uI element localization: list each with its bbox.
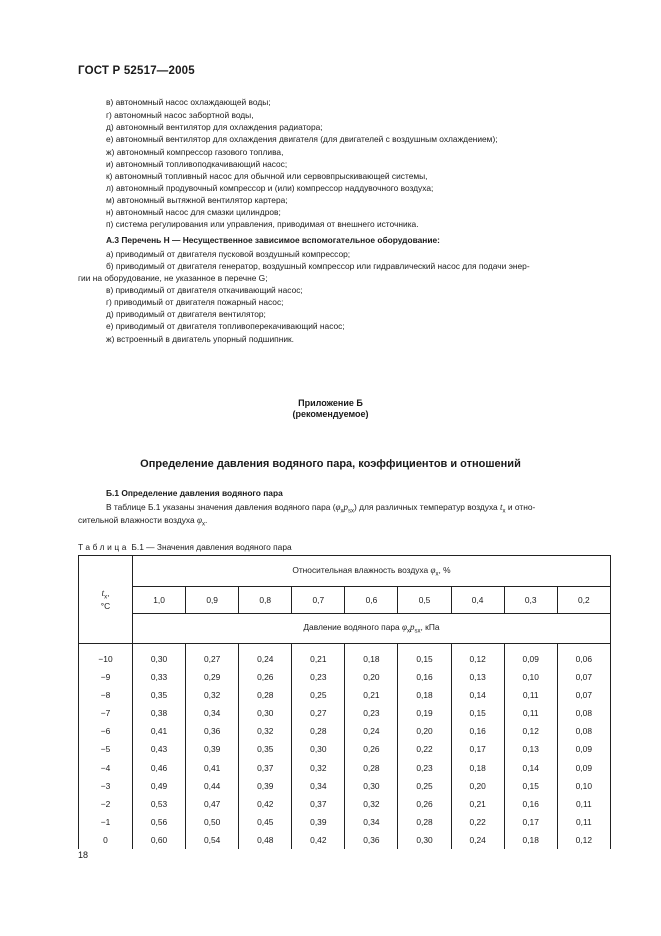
pressure-cell: 0,11 — [557, 795, 610, 813]
temperature-unit: °С — [100, 600, 111, 611]
humidity-value-header: 0,4 — [451, 587, 504, 614]
pressure-cell: 0,25 — [292, 686, 345, 704]
pressure-cell: 0,24 — [345, 722, 398, 740]
pressure-cell: 0,30 — [345, 777, 398, 795]
appendix-subtitle: (рекомендуемое) — [292, 409, 369, 419]
table-row — [79, 668, 611, 686]
list-item-continuation: гии на оборудование, не указанное в перечне G; — [78, 273, 268, 283]
symbol-phi: φ — [402, 622, 408, 633]
pressure-cell: 0,09 — [557, 740, 610, 758]
pressure-cell: 0,18 — [504, 831, 557, 849]
humidity-value-header: 0,9 — [186, 587, 239, 614]
pressure-cell: 0,24 — [451, 831, 504, 849]
pressure-cell: 0,09 — [557, 758, 610, 776]
list-item: п) система регулирования или управления, приводимая от внешнего источника. — [106, 219, 419, 229]
pressure-cell: 0,41 — [133, 722, 186, 740]
pressure-cell: 0,12 — [557, 831, 610, 849]
symbol-p: p — [343, 502, 348, 512]
temperature-cell: −7 — [79, 704, 133, 722]
pressure-cell: 0,15 — [398, 644, 451, 669]
header-text: Относительная влажность воздуха — [292, 564, 431, 575]
header-text: , кПа — [420, 622, 440, 633]
page-number: 18 — [78, 850, 89, 860]
table-row — [79, 777, 611, 795]
paragraph-text: ) для различных температур воздуха — [354, 502, 501, 512]
pressure-cell: 0,35 — [133, 686, 186, 704]
pressure-cell: 0,56 — [133, 813, 186, 831]
pressure-cell: 0,13 — [504, 740, 557, 758]
subscript: x — [104, 594, 108, 601]
pressure-cell: 0,11 — [504, 704, 557, 722]
pressure-cell: 0,28 — [292, 722, 345, 740]
pressure-cell: 0,33 — [133, 668, 186, 686]
pressure-cell: 0,47 — [186, 795, 239, 813]
section-b1-title: Б.1 Определение давления водяного пара — [106, 488, 283, 498]
pressure-cell: 0,42 — [292, 831, 345, 849]
pressure-cell: 0,37 — [292, 795, 345, 813]
subscript: x — [435, 571, 439, 578]
pressure-cell: 0,60 — [133, 831, 186, 849]
pressure-cell: 0,22 — [398, 740, 451, 758]
paragraph-line — [78, 515, 207, 531]
table-row — [79, 740, 611, 758]
pressure-cell: 0,34 — [292, 777, 345, 795]
pressure-cell: 0,19 — [398, 704, 451, 722]
pressure-cell: 0,08 — [557, 704, 610, 722]
table-caption-label: Таблица — [78, 542, 130, 552]
subscript: x — [502, 508, 506, 515]
subscript: sx — [348, 508, 354, 515]
pressure-cell: 0,39 — [239, 777, 292, 795]
subscript: x — [407, 628, 411, 635]
paragraph-text: В таблице Б.1 указаны значения давления водяного пара ( — [106, 502, 336, 512]
pressure-cell: 0,26 — [398, 795, 451, 813]
subscript: x — [340, 508, 344, 515]
pressure-cell: 0,28 — [239, 686, 292, 704]
temperature-cell: −6 — [79, 722, 133, 740]
pressure-cell: 0,13 — [451, 668, 504, 686]
pressure-cell: 0,07 — [557, 668, 610, 686]
humidity-value-header: 0,6 — [345, 587, 398, 614]
symbol-t: t — [500, 502, 503, 512]
pressure-cell: 0,30 — [292, 740, 345, 758]
humidity-value-header: 0,5 — [398, 587, 451, 614]
table-caption-text: Б.1 — Значения давления водяного пара — [131, 542, 292, 552]
temperature-cell: −1 — [79, 813, 133, 831]
list-item: ж) встроенный в двигатель упорный подшипник. — [106, 334, 294, 344]
pressure-cell: 0,20 — [398, 722, 451, 740]
temperature-cell: −8 — [79, 686, 133, 704]
pressure-cell: 0,11 — [557, 813, 610, 831]
document-header: ГОСТ Р 52517—2005 — [78, 65, 195, 77]
pressure-cell: 0,32 — [292, 758, 345, 776]
humidity-value-header: 1,0 — [133, 587, 186, 614]
pressure-cell: 0,39 — [292, 813, 345, 831]
subscript: x — [201, 521, 205, 528]
table-row — [79, 758, 611, 776]
pressure-cell: 0,45 — [239, 813, 292, 831]
temperature-header: $t_x$, °С — [79, 556, 133, 644]
pressure-cell: 0,28 — [345, 758, 398, 776]
pressure-cell: 0,12 — [451, 644, 504, 669]
symbol-phi: φ — [196, 515, 202, 525]
pressure-cell: 0,36 — [345, 831, 398, 849]
header-text: , % — [438, 564, 451, 575]
list-item: б) приводимый от двигателя генератор, воздушный компрессор или гидравлический насос для подачи энер- — [106, 261, 530, 271]
pressure-cell: 0,11 — [504, 686, 557, 704]
pressure-cell: 0,30 — [133, 644, 186, 669]
pressure-cell: 0,16 — [451, 722, 504, 740]
pressure-cell: 0,14 — [451, 686, 504, 704]
pressure-cell: 0,30 — [239, 704, 292, 722]
vapor-pressure-table — [78, 555, 611, 849]
pressure-cell: 0,17 — [504, 813, 557, 831]
pressure-cell: 0,18 — [398, 686, 451, 704]
table-caption — [78, 542, 292, 552]
temperature-cell: −4 — [79, 758, 133, 776]
table-row — [79, 704, 611, 722]
pressure-cell: 0,44 — [186, 777, 239, 795]
pressure-cell: 0,07 — [557, 686, 610, 704]
pressure-cell: 0,38 — [133, 704, 186, 722]
header-text: Давление водяного пара — [303, 622, 403, 633]
temperature-cell: −9 — [79, 668, 133, 686]
pressure-cell: 0,54 — [186, 831, 239, 849]
humidity-values-row — [79, 587, 611, 614]
list-item: е) автономный вентилятор для охлаждения двигателя (для двигателей с воздушным охлаждением); — [106, 134, 498, 144]
pressure-cell: 0,32 — [345, 795, 398, 813]
symbol-phi: φ — [430, 564, 436, 575]
humidity-value-header: 0,8 — [239, 587, 292, 614]
temperature-cell: −5 — [79, 740, 133, 758]
section-a3-title: А.3 Перечень Н — Несущественное зависимое вспомогательное оборудование: — [106, 235, 440, 245]
paragraph-text: и отно- — [505, 502, 536, 512]
list-item: м) автономный вытяжной вентилятор картера; — [106, 195, 288, 205]
pressure-cell: 0,32 — [186, 686, 239, 704]
pressure-cell: 0,21 — [451, 795, 504, 813]
list-item: ж) автономный компрессор газового топлива, — [106, 147, 284, 157]
pressure-cell: 0,15 — [504, 777, 557, 795]
list-item: д) приводимый от двигателя вентилятор; — [106, 309, 266, 319]
appendix-heading: Определение давления водяного пара, коэффициентов и отношений — [140, 458, 521, 470]
humidity-value-header: 0,7 — [292, 587, 345, 614]
pressure-cell: 0,15 — [451, 704, 504, 722]
list-item: д) автономный вентилятор для охлаждения радиатора; — [106, 122, 323, 132]
pressure-cell: 0,23 — [345, 704, 398, 722]
pressure-cell: 0,06 — [557, 644, 610, 669]
pressure-cell: 0,28 — [398, 813, 451, 831]
pressure-cell: 0,09 — [504, 644, 557, 669]
paragraph-text: . — [204, 515, 208, 525]
subscript: sx — [414, 628, 421, 635]
pressure-cell: 0,20 — [345, 668, 398, 686]
table-row — [79, 722, 611, 740]
symbol-t: t — [101, 588, 105, 599]
pressure-cell: 0,16 — [398, 668, 451, 686]
pressure-cell: 0,46 — [133, 758, 186, 776]
symbol-p: p — [410, 622, 415, 633]
pressure-cell: 0,43 — [133, 740, 186, 758]
table-row — [79, 813, 611, 831]
list-item: к) автономный топливный насос для обычной или сервовпрыскивающей системы, — [106, 171, 428, 181]
pressure-cell: 0,12 — [504, 722, 557, 740]
table-row — [79, 831, 611, 849]
pressure-cell: 0,21 — [292, 644, 345, 669]
pressure-cell: 0,16 — [504, 795, 557, 813]
list-item: в) приводимый от двигателя откачивающий насос; — [106, 285, 303, 295]
pressure-cell: 0,41 — [186, 758, 239, 776]
pressure-cell: 0,23 — [292, 668, 345, 686]
pressure-cell: 0,50 — [186, 813, 239, 831]
temperature-cell: −10 — [79, 644, 133, 669]
pressure-cell: 0,39 — [186, 740, 239, 758]
pressure-cell: 0,37 — [239, 758, 292, 776]
list-item: в) автономный насос охлаждающей воды; — [106, 97, 271, 107]
pressure-cell: 0,18 — [451, 758, 504, 776]
list-item: а) приводимый от двигателя пусковой воздушный компрессор; — [106, 249, 351, 259]
pressure-cell: 0,14 — [504, 758, 557, 776]
pressure-cell: 0,24 — [239, 644, 292, 669]
appendix-title: Приложение Б — [298, 398, 363, 408]
pressure-cell: 0,30 — [398, 831, 451, 849]
table-row — [79, 644, 611, 669]
pressure-cell: 0,20 — [451, 777, 504, 795]
temperature-cell: 0 — [79, 831, 133, 849]
symbol-phi: φ — [335, 502, 341, 512]
pressure-cell: 0,22 — [451, 813, 504, 831]
temperature-cell: −2 — [79, 795, 133, 813]
list-item: и) автономный топливоподкачивающий насос; — [106, 159, 288, 169]
pressure-cell: 0,27 — [186, 644, 239, 669]
pressure-cell: 0,17 — [451, 740, 504, 758]
pressure-cell: 0,26 — [239, 668, 292, 686]
pressure-cell: 0,49 — [133, 777, 186, 795]
pressure-cell: 0,42 — [239, 795, 292, 813]
list-item: г) автономный насос забортной воды, — [106, 110, 254, 120]
humidity-header — [133, 556, 611, 587]
pressure-cell: 0,34 — [345, 813, 398, 831]
pressure-cell: 0,34 — [186, 704, 239, 722]
pressure-cell: 0,36 — [186, 722, 239, 740]
list-item: л) автономный продувочный компрессор и (или) компрессор наддувочного воздуха; — [106, 183, 434, 193]
pressure-cell: 0,26 — [345, 740, 398, 758]
pressure-cell: 0,27 — [292, 704, 345, 722]
pressure-cell: 0,35 — [239, 740, 292, 758]
pressure-cell: 0,08 — [557, 722, 610, 740]
pressure-cell: 0,10 — [557, 777, 610, 795]
humidity-value-header: 0,3 — [504, 587, 557, 614]
humidity-value-header: 0,2 — [557, 587, 610, 614]
pressure-cell: 0,23 — [398, 758, 451, 776]
pressure-header — [133, 614, 611, 644]
pressure-cell: 0,48 — [239, 831, 292, 849]
table-row — [79, 686, 611, 704]
pressure-cell: 0,25 — [398, 777, 451, 795]
list-item: е) приводимый от двигателя топливоперекачивающий насос; — [106, 321, 345, 331]
pressure-cell: 0,10 — [504, 668, 557, 686]
pressure-cell: 0,29 — [186, 668, 239, 686]
temperature-cell: −3 — [79, 777, 133, 795]
pressure-cell: 0,21 — [345, 686, 398, 704]
table-row — [79, 795, 611, 813]
pressure-cell: 0,18 — [345, 644, 398, 669]
list-item: н) автономный насос для смазки цилиндров; — [106, 207, 281, 217]
pressure-cell: 0,53 — [133, 795, 186, 813]
paragraph-text: сительной влажности воздуха — [78, 515, 197, 525]
list-item: г) приводимый от двигателя пожарный насос; — [106, 297, 284, 307]
pressure-cell: 0,32 — [239, 722, 292, 740]
